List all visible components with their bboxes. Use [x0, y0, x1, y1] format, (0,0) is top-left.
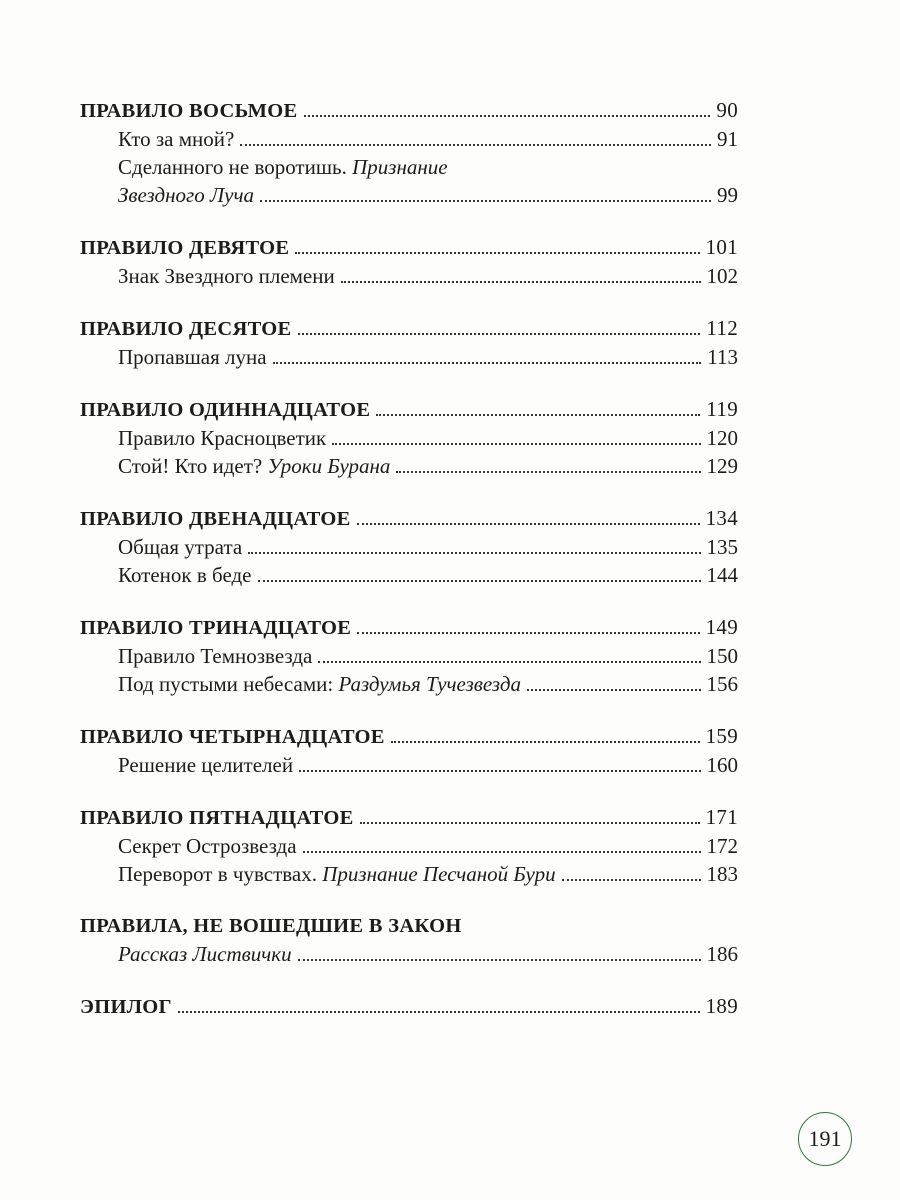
- entry-title-text: Секрет Острозвезда: [118, 834, 297, 858]
- chapter-page-number: 189: [705, 994, 738, 1018]
- entry-title-text: Стой! Кто идет?: [118, 454, 268, 478]
- toc-chapter-row[interactable]: [80, 395, 738, 424]
- page-number-badge: [798, 1112, 852, 1166]
- entry-page-number: 160: [706, 753, 738, 777]
- chapter-title: ЭПИЛОГ: [80, 996, 172, 1018]
- dot-leader: [240, 144, 711, 146]
- toc-chapter-row[interactable]: [80, 504, 738, 533]
- toc-section: [80, 992, 738, 1021]
- toc-entry-row[interactable]: [80, 153, 738, 181]
- toc-entry-row[interactable]: [80, 452, 738, 480]
- entry-title: [118, 561, 252, 589]
- entry-title-italic: Звездного Луча: [118, 183, 255, 207]
- chapter-title: ПРАВИЛО ОДИННАДЦАТОЕ: [80, 399, 371, 421]
- entry-title: [118, 424, 326, 452]
- dot-leader: [341, 281, 701, 283]
- toc-chapter-row[interactable]: [80, 314, 738, 343]
- toc-chapter-row[interactable]: [80, 992, 738, 1021]
- toc-entry-row[interactable]: [80, 343, 738, 371]
- toc-entry-row[interactable]: [80, 642, 738, 670]
- entry-title: [118, 452, 390, 480]
- entry-page-number: 102: [706, 264, 738, 288]
- chapter-page-number: 134: [705, 506, 738, 530]
- toc-entry-row[interactable]: [80, 561, 738, 589]
- toc-section: [80, 504, 738, 589]
- dot-leader: [260, 200, 711, 202]
- entry-title-italic: Признание: [352, 155, 448, 179]
- toc-chapter-row[interactable]: [80, 96, 738, 125]
- dot-leader: [298, 959, 701, 961]
- toc-entry-row[interactable]: [80, 860, 738, 888]
- table-of-contents: [80, 96, 738, 1045]
- entry-page-number: 156: [706, 672, 738, 696]
- chapter-page-number: 171: [705, 805, 738, 829]
- toc-section: [80, 722, 738, 779]
- toc-entry-row[interactable]: [80, 670, 738, 698]
- dot-leader: [527, 689, 701, 691]
- toc-entry-row[interactable]: [80, 181, 738, 209]
- dot-leader: [295, 252, 699, 254]
- entry-title: [118, 860, 556, 888]
- entry-page-number: 91: [717, 127, 738, 151]
- dot-leader: [304, 115, 711, 117]
- chapter-title: ПРАВИЛО ДЕСЯТОЕ: [80, 318, 292, 340]
- entry-page-number: 144: [706, 563, 738, 587]
- chapter-page-number: 149: [705, 615, 738, 639]
- dot-leader: [360, 822, 700, 824]
- entry-title: [118, 153, 448, 181]
- toc-entry-row[interactable]: [80, 832, 738, 860]
- entry-title: [118, 125, 234, 153]
- entry-title: [118, 751, 293, 779]
- dot-leader: [298, 333, 701, 335]
- page-number: 191: [808, 1126, 842, 1151]
- chapter-title: ПРАВИЛО ДВЕНАДЦАТОЕ: [80, 508, 351, 530]
- entry-page-number: 150: [706, 644, 738, 668]
- dot-leader: [357, 523, 700, 525]
- entry-title-text: Общая утрата: [118, 535, 243, 559]
- entry-title: [118, 832, 297, 860]
- toc-entry-row[interactable]: [80, 533, 738, 561]
- toc-section: [80, 803, 738, 888]
- entry-page-number: 186: [706, 942, 738, 966]
- entry-title-text: Сделанного не воротишь.: [118, 155, 353, 179]
- toc-entry-row[interactable]: [80, 940, 738, 968]
- dot-leader: [178, 1011, 700, 1013]
- dot-leader: [396, 471, 700, 473]
- toc-chapter-row[interactable]: [80, 613, 738, 642]
- dot-leader: [357, 632, 699, 634]
- chapter-page-number: 90: [716, 98, 738, 122]
- entry-title-italic: Уроки Бурана: [267, 454, 391, 478]
- chapter-page-number: 159: [705, 724, 738, 748]
- chapter-page-number: 119: [706, 397, 738, 421]
- entry-title: [118, 642, 312, 670]
- dot-leader: [318, 661, 700, 663]
- entry-title-text: Правило Красноцветик: [118, 426, 327, 450]
- dot-leader: [562, 879, 701, 881]
- entry-title: [118, 940, 292, 968]
- toc-entry-row[interactable]: [80, 262, 738, 290]
- toc-section: [80, 395, 738, 480]
- entry-title-italic: Признание Песчаной Бури: [322, 862, 556, 886]
- dot-leader: [273, 362, 702, 364]
- entry-title-text: Пропавшая луна: [118, 345, 267, 369]
- entry-page-number: 113: [707, 345, 738, 369]
- chapter-title: ПРАВИЛО ВОСЬМОЕ: [80, 100, 298, 122]
- entry-title-text: Правило Темнозвезда: [118, 644, 313, 668]
- dot-leader: [376, 414, 700, 416]
- entry-title-text: Под пустыми небесами:: [118, 672, 339, 696]
- dot-leader: [332, 443, 700, 445]
- entry-title-italic: Рассказ Листвички: [118, 942, 292, 966]
- entry-page-number: 135: [706, 535, 738, 559]
- chapter-title: ПРАВИЛО ЧЕТЫРНАДЦАТОЕ: [80, 726, 385, 748]
- entry-title-text: Знак Звездного племени: [118, 264, 335, 288]
- dot-leader: [299, 770, 700, 772]
- entry-page-number: 172: [706, 834, 738, 858]
- toc-section: [80, 912, 738, 968]
- chapter-page-number: 101: [705, 235, 738, 259]
- entry-title-text: Котенок в беде: [118, 563, 252, 587]
- entry-page-number: 129: [706, 454, 738, 478]
- entry-title-text: Переворот в чувствах.: [118, 862, 323, 886]
- dot-leader: [303, 851, 701, 853]
- toc-section: [80, 233, 738, 290]
- toc-chapter-row[interactable]: [80, 912, 738, 940]
- entry-title: [118, 181, 254, 209]
- chapter-title: ПРАВИЛО ТРИНАДЦАТОЕ: [80, 617, 352, 639]
- entry-title: [118, 670, 521, 698]
- entry-title: [118, 343, 267, 371]
- toc-entry-row[interactable]: [80, 751, 738, 779]
- toc-chapter-row[interactable]: [80, 803, 738, 832]
- chapter-title: ПРАВИЛО ПЯТНАДЦАТОЕ: [80, 807, 354, 829]
- toc-entry-row[interactable]: [80, 125, 738, 153]
- dot-leader: [391, 741, 700, 743]
- chapter-title: ПРАВИЛО ДЕВЯТОЕ: [80, 237, 290, 259]
- entry-title-text: Кто за мной?: [118, 127, 235, 151]
- entry-page-number: 120: [706, 426, 738, 450]
- dot-leader: [258, 580, 701, 582]
- dot-leader: [248, 552, 700, 554]
- toc-section: [80, 96, 738, 209]
- toc-chapter-row[interactable]: [80, 233, 738, 262]
- entry-title: [118, 262, 335, 290]
- toc-section: [80, 613, 738, 698]
- entry-page-number: 183: [706, 862, 738, 886]
- chapter-page-number: 112: [706, 316, 738, 340]
- entry-page-number: 99: [717, 183, 738, 207]
- entry-title: [118, 533, 242, 561]
- toc-chapter-row[interactable]: [80, 722, 738, 751]
- entry-title-italic: Раздумья Тучезвезда: [338, 672, 521, 696]
- toc-entry-row[interactable]: [80, 424, 738, 452]
- entry-title-text: Решение целителей: [118, 753, 294, 777]
- chapter-title: ПРАВИЛА, НЕ ВОШЕДШИЕ В ЗАКОН: [80, 915, 462, 937]
- toc-section: [80, 314, 738, 371]
